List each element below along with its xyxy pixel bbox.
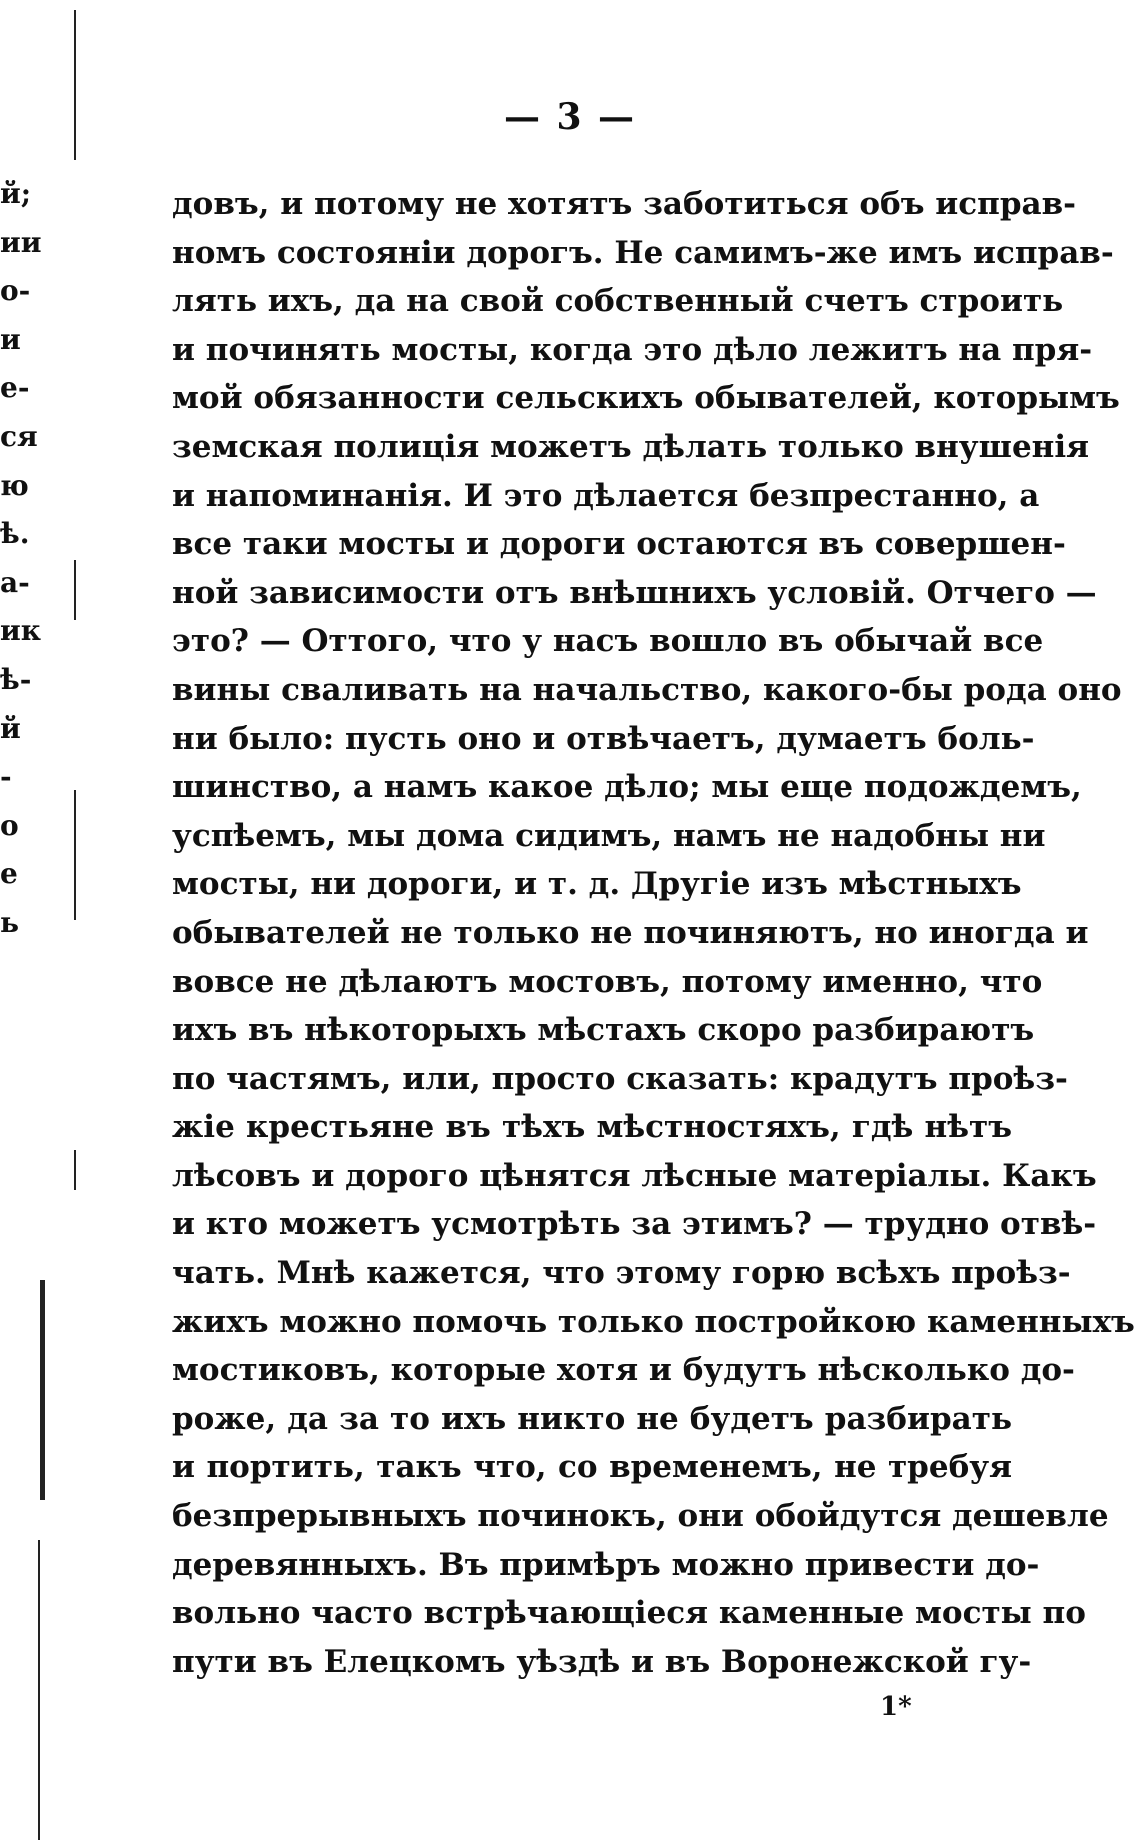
binding-edge-rule xyxy=(74,1150,76,1190)
text-line: и кто можетъ усмотрѣть за этимъ? — трудно отвѣ- xyxy=(172,1206,1097,1243)
margin-fragment: о xyxy=(0,808,19,842)
text-line: обывателей не только не починяютъ, но иногда и xyxy=(172,914,1089,951)
text-line: шинство, а намъ какое дѣло; мы еще подождемъ, xyxy=(172,769,1082,806)
text-line: ной зависимости отъ внѣшнихъ условій. Отчего — xyxy=(172,574,1097,611)
margin-fragment: ѣ. xyxy=(0,517,30,551)
margin-fragment: ся xyxy=(0,419,38,453)
binding-edge-rule xyxy=(74,560,76,620)
text-line: и починять мосты, когда это дѣло лежитъ на пря- xyxy=(172,331,1093,368)
text-line: мосты, ни дороги, и т. д. Другіе изъ мѣстныхъ xyxy=(172,866,1022,903)
margin-fragment: е xyxy=(0,857,18,891)
text-line: жихъ можно помочь только постройкою каменныхъ xyxy=(172,1303,1135,1340)
margin-fragment: - xyxy=(0,760,12,794)
text-line: роже, да за то ихъ никто не будетъ разбирать xyxy=(172,1400,1012,1437)
text-line: земская полиція можетъ дѣлать только внушенія xyxy=(172,428,1090,465)
page-number-header: — 3 — xyxy=(503,96,637,138)
binding-edge-rule xyxy=(74,860,76,920)
signature-mark: 1* xyxy=(880,1692,912,1722)
margin-fragment: ѣ- xyxy=(0,662,32,696)
text-line: мой обязанности сельскихъ обывателей, которымъ xyxy=(172,380,1120,417)
binding-edge-rule xyxy=(38,1540,40,1840)
text-line: и напоминанія. И это дѣлается безпрестанно, а xyxy=(172,477,1040,514)
text-line: ни было: пусть оно и отвѣчаетъ, думаетъ боль- xyxy=(172,720,1035,757)
text-line: вольно часто встрѣчающіеся каменные мосты по xyxy=(172,1595,1086,1632)
margin-fragment: ю xyxy=(0,468,29,502)
margin-fragment: й; xyxy=(0,177,32,210)
text-line: безпрерывныхъ починокъ, они обойдутся дешевле xyxy=(172,1498,1109,1535)
margin-fragment: ь xyxy=(0,905,20,939)
text-line: номъ состояніи дорогъ. Не самимъ-же имъ исправ- xyxy=(172,234,1114,271)
text-line: чать. Мнѣ кажется, что этому горю всѣхъ проѣз- xyxy=(172,1255,1071,1292)
text-line: и портить, такъ что, со временемъ, не требуя xyxy=(172,1449,1012,1486)
text-line: ихъ въ нѣкоторыхъ мѣстахъ скоро разбираютъ xyxy=(172,1012,1035,1049)
margin-fragment: а- xyxy=(0,565,30,599)
text-line: вовсе не дѣлаютъ мостовъ, потому именно, что xyxy=(172,963,1043,1000)
text-line: лять ихъ, да на свой собственный счетъ строить xyxy=(172,283,1064,320)
margin-fragment: о- xyxy=(0,274,31,308)
text-line: мостиковъ, которые хотя и будутъ нѣсколько до- xyxy=(172,1352,1075,1389)
margin-fragment: и xyxy=(0,322,21,356)
text-line: пути въ Елецкомъ уѣздѣ и въ Воронежской гу- xyxy=(172,1643,1032,1680)
binding-edge-rule xyxy=(40,1280,45,1500)
margin-fragment: е- xyxy=(0,371,30,405)
binding-edge-rule xyxy=(74,790,76,870)
text-line: это? — Оттого, что у насъ вошло въ обычай все xyxy=(172,623,1044,660)
text-line: довъ, и потому не хотятъ заботиться объ исправ- xyxy=(172,186,1076,222)
previous-page-margin-fragments xyxy=(0,170,42,948)
margin-fragment: й xyxy=(0,711,21,745)
text-line: жіе крестьяне въ тѣхъ мѣстностяхъ, гдѣ нѣтъ xyxy=(172,1109,1012,1146)
margin-fragment: ик xyxy=(0,614,41,648)
text-line: успѣемъ, мы дома сидимъ, намъ не надобны ни xyxy=(172,817,1046,854)
text-line: по частямъ, или, просто сказать: крадутъ проѣз- xyxy=(172,1060,1068,1097)
text-line: все таки мосты и дороги остаются въ совершен- xyxy=(172,526,1066,563)
body-text xyxy=(172,180,1135,1686)
text-line: вины сваливать на начальство, какого-бы рода оно xyxy=(172,671,1122,708)
text-line: деревянныхъ. Въ примѣръ можно привести до- xyxy=(172,1546,1040,1583)
margin-fragment: ии xyxy=(0,225,42,259)
text-line: лѣсовъ и дорого цѣнятся лѣсные матеріалы. Какъ xyxy=(172,1157,1097,1194)
